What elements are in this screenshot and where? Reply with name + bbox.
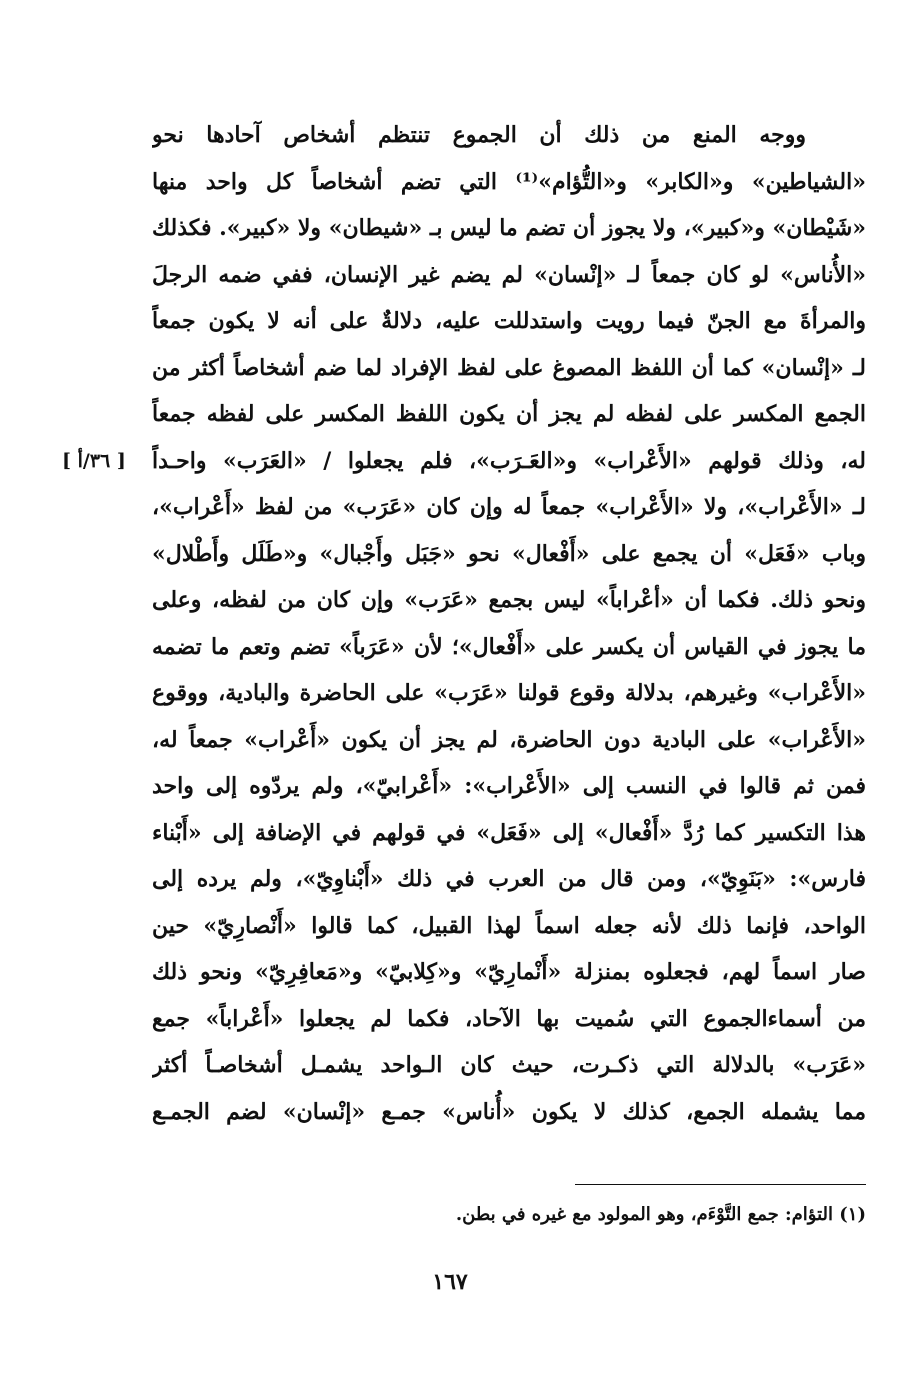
- text-line: «الأُناس» لو كان جمعاً لـ «إنْسان» لم يضم غير الإنسان، ففي ضمه الرجلَ: [152, 261, 866, 288]
- text-line: «الشياطين» و«الكابر» و«التُّؤام»⁽¹⁾ التي تضم أشخاصاً كل واحد منها: [152, 168, 866, 195]
- text-line: له، وذلك قولهم «الأَعْراب» و«العَـرَب»، فلم يجعلوا / «العَرَب» واحـداً: [152, 447, 866, 474]
- text-line: الجمع المكسر على لفظه لم يجز أن يكون اللفظ المكسر على لفظه جمعاً: [152, 401, 866, 427]
- text-line: «الأَعْراب» وغيرهم، بدلالة وقوع قولنا «عَرَب» على الحاضرة والبادية، ووقوع: [152, 680, 866, 706]
- text-line: ووجه المنع من ذلك أن الجموع تنتظم أشخاص آحادها نحو: [152, 122, 806, 148]
- text-line: من أسماءالجموع التي سُميت بها الآحاد، فكما لم يجعلوا «أَعْراباً» جمع: [152, 1005, 866, 1032]
- text-line: «الأَعْراب» على البادية دون الحاضرة، لم يجز أن يكون «أَعْراب» جمعاً له،: [152, 726, 866, 753]
- text-line: مما يشمله الجمع، كذلك لا يكون «أُناس» جمـع «إنْسان» لضم الجمـع: [152, 1098, 866, 1125]
- text-line: والمرأةَ مع الجنّ فيما رويت واستدللت عليه، دلالةٌ على أنه لا يكون جمعاً: [152, 308, 866, 334]
- footnote-divider: [575, 1184, 866, 1185]
- footnote: (١) التؤام: جمع التَّوْءَم، وهو المولود مع غيره في بطن.: [455, 1204, 866, 1225]
- text-line: «عَرَب» بالدلالة التي ذكـرت، حيث كان الـواحد يشمـل أشخاصـاً أكثر: [152, 1052, 866, 1078]
- text-line: ما يجوز في القياس أن يكسر على «أَفْعال»؛ لأن «عَرَباً» تضم وتعم ما تضمه: [152, 633, 866, 660]
- text-line: صار اسماً لهم، فجعلوه بمنزلة «أَنْمارِيّ» و«كِلابيّ» و«مَعافِرِيّ» ونحو ذلك: [152, 959, 866, 985]
- text-line: ونحو ذلك. فكما أن «أعْراباً» ليس بجمع «عَرَب» وإن كان من لفظه، وعلى: [152, 587, 866, 613]
- main-text: [152, 112, 866, 1135]
- text-line: «شَيْطان» و«كبير»، ولا يجوز أن تضم ما ليس بـ «شيطان» ولا «كبير». فكذلك: [152, 215, 866, 241]
- text-line: فارس»: «بَنَوِيّ»، ومن قال من العرب في ذلك «أَبْناوِيّ»، ولم يرده إلى: [152, 866, 866, 892]
- page-number: ١٦٧: [432, 1269, 468, 1295]
- text-line: لـ «إنْسان» كما أن اللفظ المصوغ على لفظ الإفراد لما ضم أشخاصاً أكثر من: [152, 354, 866, 381]
- text-line: فمن ثم قالوا في النسب إلى «الأَعْراب»: «أَعْرابيّ»، ولم يردّوه إلى واحد: [152, 773, 866, 799]
- text-line: الواحد، فإنما ذلك لأنه جعله اسماً لهذا القبيل، كما قالوا «أَنْصارِيّ» حين: [152, 912, 866, 939]
- text-line: وباب «فَعَل» أن يجمع على «أَفْعال» نحو «جَبَل وأَجْبال» و«طَلَل وأَطْلال»: [152, 540, 866, 567]
- text-line: هذا التكسير كما رُدَّ «أَفْعال» إلى «فَعَل» في قولهم في الإضافة إلى «أَبْناء: [152, 819, 866, 846]
- text-line: لـ «الأَعْراب»، ولا «الأَعْراب» جمعاً له وإن كان «عَرَب» من لفظ «أَعْراب»،: [152, 494, 866, 520]
- manuscript-folio-reference: [ ٣٦/أ ]: [62, 450, 126, 472]
